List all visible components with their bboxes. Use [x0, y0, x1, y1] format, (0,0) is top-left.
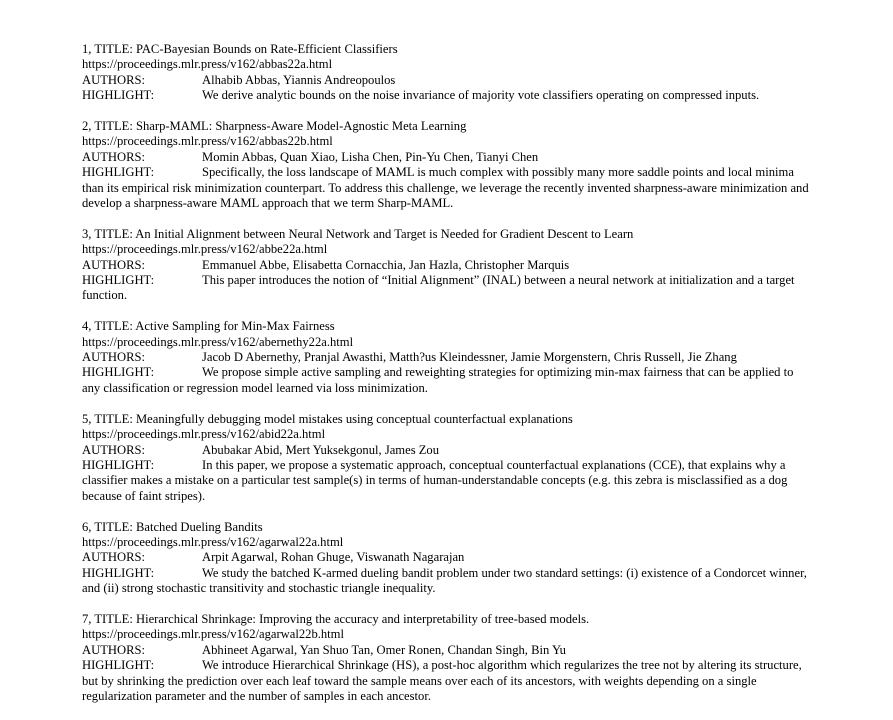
- authors-row: [82, 73, 812, 88]
- highlight-text: In this paper, we propose a systematic approach, conceptual counterfactual explanations (CCE), that explains why a classifier makes a mistake on a particular test sample(s) in terms of human-understandable concepts (e.g. this zebra is misclassified as a dog because of faint stripes).: [82, 457, 788, 503]
- highlight-text: We study the batched K-armed dueling bandit problem under two standard settings: (i) existence of a Condorcet winner, and (ii) strong stochastic transitivity and stochastic triangle inequality.: [82, 565, 807, 596]
- paper-title: 6, TITLE: Batched Dueling Bandits: [82, 519, 263, 534]
- paper-title: 4, TITLE: Active Sampling for Min-Max Fairness: [82, 319, 335, 334]
- highlight-label: HIGHLIGHT:: [82, 365, 155, 380]
- paper-entry-2: [82, 119, 812, 211]
- highlight-row: [82, 165, 812, 211]
- highlight-text: We propose simple active sampling and reweighting strategies for optimizing min-max fairness that can be applied to any classification or regression model learned via loss minimization.: [82, 365, 794, 395]
- highlight-label: HIGHLIGHT:: [82, 658, 155, 673]
- authors-value: Abhineet Agarwal, Yan Shuo Tan, Omer Ronen, Chandan Singh, Bin Yu: [202, 642, 566, 657]
- highlight-label: HIGHLIGHT:: [82, 88, 155, 103]
- paper-url[interactable]: https://proceedings.mlr.press/v162/abbas22b.html: [82, 134, 333, 149]
- authors-value: Emmanuel Abbe, Elisabetta Cornacchia, Jan Hazla, Christopher Marquis: [202, 257, 570, 272]
- paper-title: 7, TITLE: Hierarchical Shrinkage: Improving the accuracy and interpretability of tree-based models.: [82, 611, 590, 626]
- authors-value: Momin Abbas, Quan Xiao, Lisha Chen, Pin-Yu Chen, Tianyi Chen: [202, 149, 539, 164]
- highlight-row: [82, 88, 812, 103]
- authors-label: AUTHORS:: [82, 257, 145, 272]
- paper-url[interactable]: https://proceedings.mlr.press/v162/abbas22a.html: [82, 57, 333, 72]
- document-body: [82, 42, 812, 720]
- authors-value: Jacob D Abernethy, Pranjal Awasthi, Matth?us Kleindessner, Jamie Morgenstern, Chris Russell, Jie Zhang: [202, 350, 737, 365]
- paper-entry-7: [82, 612, 812, 704]
- paper-entry-3: [82, 227, 812, 304]
- paper-url[interactable]: https://proceedings.mlr.press/v162/agarwal22b.html: [82, 627, 344, 642]
- authors-row: [82, 150, 812, 165]
- highlight-row: [82, 365, 812, 396]
- highlight-text: We derive analytic bounds on the noise invariance of majority vote classifiers operating on compressed inputs.: [202, 88, 760, 103]
- highlight-text: Specifically, the loss landscape of MAML is much complex with possibly many more saddle points and local minima than its empirical risk minimization counterpart. To address this challenge, we leverage the recently invented sharpness-aware minimization and develop a sharpness-aware MAML approach that we term Sharp-MAML.: [82, 165, 809, 211]
- authors-value: Abubakar Abid, Mert Yuksekgonul, James Zou: [202, 442, 440, 457]
- highlight-label: HIGHLIGHT:: [82, 565, 155, 580]
- authors-label: AUTHORS:: [82, 642, 145, 657]
- paper-entry-5: [82, 412, 812, 504]
- highlight-row: [82, 273, 812, 304]
- paper-title: 1, TITLE: PAC-Bayesian Bounds on Rate-Efficient Classifiers: [82, 42, 398, 56]
- authors-value: Alhabib Abbas, Yiannis Andreopoulos: [202, 72, 396, 87]
- paper-url[interactable]: https://proceedings.mlr.press/v162/abid22a.html: [82, 427, 326, 442]
- authors-row: [82, 550, 812, 565]
- highlight-text: This paper introduces the notion of “Initial Alignment” (INAL) between a neural network at initialization and a target function.: [82, 273, 795, 303]
- authors-label: AUTHORS:: [82, 149, 145, 164]
- highlight-label: HIGHLIGHT:: [82, 165, 155, 180]
- authors-row: [82, 350, 812, 365]
- highlight-text: We introduce Hierarchical Shrinkage (HS), a post-hoc algorithm which regularizes the tree not by altering its structure, but by shrinking the prediction over each leaf toward the sample means over each of its ancestors, with weights depending on a single regularization parameter and the number of samples in each ancestor.: [82, 658, 802, 703]
- highlight-label: HIGHLIGHT:: [82, 457, 155, 472]
- authors-row: [82, 258, 812, 273]
- authors-label: AUTHORS:: [82, 350, 145, 365]
- paper-title: 2, TITLE: Sharp-MAML: Sharpness-Aware Model-Agnostic Meta Learning: [82, 119, 467, 134]
- paper-entry-1: [82, 42, 812, 104]
- authors-value: Arpit Agarwal, Rohan Ghuge, Viswanath Nagarajan: [202, 550, 465, 565]
- authors-label: AUTHORS:: [82, 72, 145, 87]
- highlight-row: [82, 658, 812, 704]
- highlight-row: [82, 458, 812, 504]
- paper-title: 3, TITLE: An Initial Alignment between Neural Network and Target is Needed for Gradient Descent to Learn: [82, 226, 634, 241]
- authors-label: AUTHORS:: [82, 550, 145, 565]
- paper-entry-6: [82, 520, 812, 597]
- highlight-label: HIGHLIGHT:: [82, 273, 155, 288]
- highlight-row: [82, 566, 812, 597]
- paper-url[interactable]: https://proceedings.mlr.press/v162/abbe22a.html: [82, 242, 328, 257]
- authors-row: [82, 443, 812, 458]
- paper-entry-4: [82, 319, 812, 396]
- paper-url[interactable]: https://proceedings.mlr.press/v162/abernethy22a.html: [82, 334, 354, 349]
- authors-row: [82, 643, 812, 658]
- authors-label: AUTHORS:: [82, 442, 145, 457]
- paper-url[interactable]: https://proceedings.mlr.press/v162/agarwal22a.html: [82, 534, 344, 549]
- paper-title: 5, TITLE: Meaningfully debugging model mistakes using conceptual counterfactual explanations: [82, 411, 573, 426]
